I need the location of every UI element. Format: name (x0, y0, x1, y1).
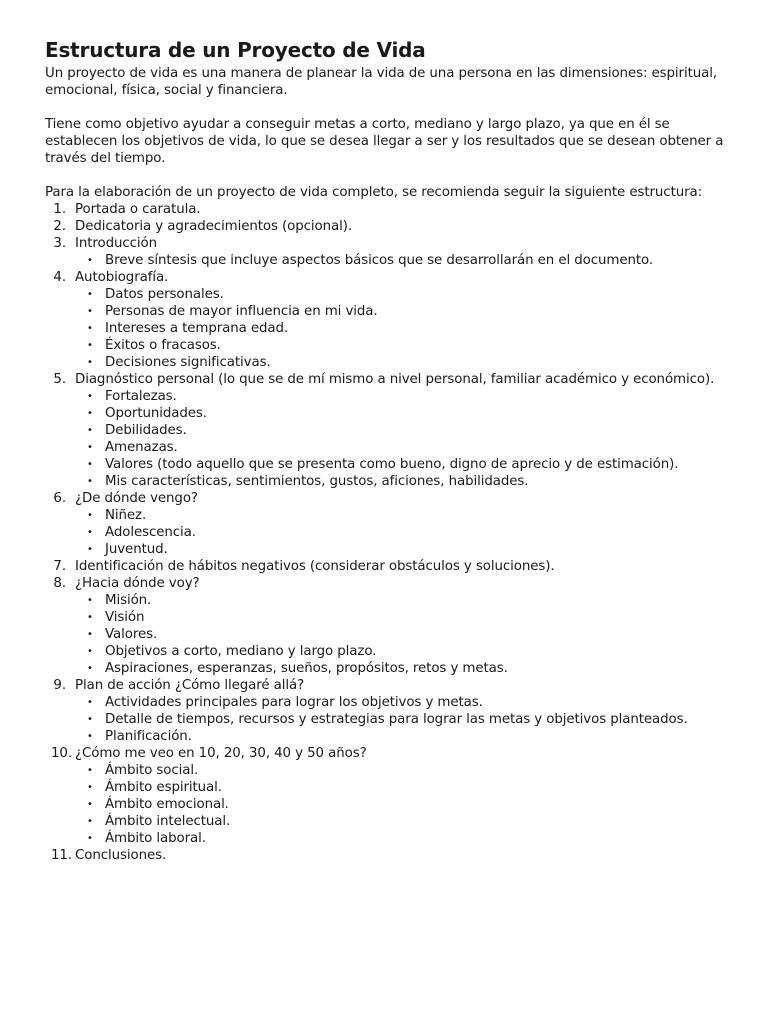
sub-list-item-text: Fortalezas. (105, 389, 177, 404)
sub-list (75, 507, 728, 558)
bullet-icon: • (87, 629, 93, 640)
list-item-text: Portada o caratula. (75, 202, 201, 217)
sub-list-item (75, 507, 728, 524)
list-item-text: ¿Cómo me veo en 10, 20, 30, 40 y 50 años? (75, 746, 367, 761)
sub-list-item (75, 609, 728, 626)
bullet-icon: • (87, 527, 93, 538)
sub-list-item (75, 728, 728, 745)
sub-list-item (75, 439, 728, 456)
bullet-icon: • (87, 782, 93, 793)
sub-list-item-text: Decisiones significativas. (105, 355, 271, 370)
sub-list-item-text: Misión. (105, 593, 152, 608)
bullet-icon: • (87, 765, 93, 776)
intro-paragraph: Un proyecto de vida es una manera de planear la vida de una persona en las dimensiones: espiritual, emocional, física, social y financiera. (45, 66, 717, 98)
bullet-icon: • (87, 408, 93, 419)
sub-list-item (75, 286, 728, 303)
list-item (45, 575, 728, 677)
list-item-number: 4. (53, 270, 66, 285)
sub-list-item-text: Niñez. (105, 508, 147, 523)
sub-list-item (75, 337, 728, 354)
sub-list-item (75, 830, 728, 847)
list-item (45, 269, 728, 371)
sub-list-item (75, 320, 728, 337)
sub-list-item (75, 354, 728, 371)
list-item (45, 201, 728, 218)
sub-list-item-text: Breve síntesis que incluye aspectos básicos que se desarrollarán en el documento. (105, 253, 654, 268)
sub-list-item-text: Objetivos a corto, mediano y largo plazo. (105, 644, 377, 659)
sub-list-item (75, 473, 728, 490)
list-item-text: Plan de acción ¿Cómo llegaré allá? (75, 678, 305, 693)
sub-list-item (75, 796, 728, 813)
bullet-icon: • (87, 612, 93, 623)
list-item-number: 11. (51, 848, 72, 863)
sub-list-item-text: Intereses a temprana edad. (105, 321, 289, 336)
bullet-icon: • (87, 255, 93, 266)
bullet-icon: • (87, 833, 93, 844)
list-item-text: Dedicatoria y agradecimientos (opcional). (75, 219, 353, 234)
list-item-text: ¿Hacia dónde voy? (75, 576, 200, 591)
sub-list-item (75, 541, 728, 558)
bullet-icon: • (87, 357, 93, 368)
sub-list (75, 592, 728, 677)
sub-list-item-text: Visión (105, 610, 145, 625)
sub-list-item (75, 405, 728, 422)
list-item-text: ¿De dónde vengo? (75, 491, 198, 506)
sub-list-item-text: Debilidades. (105, 423, 187, 438)
bullet-icon: • (87, 714, 93, 725)
bullet-icon: • (87, 544, 93, 555)
list-item-text: Introducción (75, 236, 158, 251)
sub-list-item-text: Aspiraciones, esperanzas, sueños, propósitos, retos y metas. (105, 661, 508, 676)
bullet-icon: • (87, 646, 93, 657)
list-item (45, 371, 728, 490)
sub-list-item (75, 303, 728, 320)
list-item-number: 5. (53, 372, 66, 387)
list-item-number: 2. (53, 219, 66, 234)
list-item (45, 490, 728, 558)
sub-list-item-text: Ámbito social. (105, 763, 199, 778)
sub-list-item-text: Oportunidades. (105, 406, 207, 421)
sub-list (75, 286, 728, 371)
list-item-number: 10. (51, 746, 72, 761)
list-item-text: Identificación de hábitos negativos (considerar obstáculos y soluciones). (75, 559, 555, 574)
list-item (45, 218, 728, 235)
sub-list-item-text: Amenazas. (105, 440, 178, 455)
bullet-icon: • (87, 306, 93, 317)
sub-list-item-text: Personas de mayor influencia en mi vida. (105, 304, 378, 319)
sub-list-item-text: Éxitos o fracasos. (105, 338, 221, 353)
list-item (45, 558, 728, 575)
sub-list-item (75, 643, 728, 660)
bullet-icon: • (87, 663, 93, 674)
sub-list-item (75, 813, 728, 830)
bullet-icon: • (87, 425, 93, 436)
sub-list-item-text: Mis características, sentimientos, gustos, aficiones, habilidades. (105, 474, 529, 489)
sub-list-item (75, 779, 728, 796)
bullet-icon: • (87, 697, 93, 708)
bullet-icon: • (87, 340, 93, 351)
sub-list-item-text: Ámbito intelectual. (105, 814, 231, 829)
sub-list-item (75, 422, 728, 439)
sub-list-item (75, 762, 728, 779)
list-item-text: Conclusiones. (75, 848, 167, 863)
bullet-icon: • (87, 459, 93, 470)
sub-list-item (75, 626, 728, 643)
bullet-icon: • (87, 595, 93, 606)
structure-paragraph: Para la elaboración de un proyecto de vida completo, se recomienda seguir la siguiente estructura: (45, 185, 703, 200)
sub-list (75, 252, 728, 269)
bullet-icon: • (87, 476, 93, 487)
sub-list-item (75, 456, 728, 473)
list-item-number: 7. (53, 559, 66, 574)
list-item-number: 6. (53, 491, 66, 506)
sub-list-item-text: Detalle de tiempos, recursos y estrategias para lograr las metas y objetivos planteados. (105, 712, 688, 727)
bullet-icon: • (87, 323, 93, 334)
list-item-number: 8. (53, 576, 66, 591)
list-item (45, 745, 728, 847)
sub-list-item (75, 388, 728, 405)
sub-list-item (75, 694, 728, 711)
structure-list (45, 201, 728, 864)
list-item (45, 847, 728, 864)
bullet-icon: • (87, 816, 93, 827)
list-item-text: Diagnóstico personal (lo que se de mí mismo a nivel personal, familiar académico y económico). (75, 372, 715, 387)
sub-list (75, 694, 728, 745)
bullet-icon: • (87, 442, 93, 453)
sub-list-item (75, 592, 728, 609)
bullet-icon: • (87, 731, 93, 742)
sub-list-item-text: Ámbito laboral. (105, 831, 206, 846)
sub-list (75, 388, 728, 490)
list-item-text: Autobiografía. (75, 270, 169, 285)
sub-list-item-text: Ámbito espiritual. (105, 780, 222, 795)
list-item (45, 235, 728, 269)
objective-paragraph: Tiene como objetivo ayudar a conseguir metas a corto, mediano y largo plazo, ya que en él se establecen los objetivos de vida, lo que se desea llegar a ser y los resultados que se desean obtener a través del tiempo. (45, 117, 724, 166)
list-item-number: 1. (53, 202, 66, 217)
sub-list-item-text: Planificación. (105, 729, 192, 744)
sub-list-item (75, 711, 728, 728)
sub-list-item (75, 524, 728, 541)
bullet-icon: • (87, 391, 93, 402)
sub-list-item-text: Valores. (105, 627, 158, 642)
sub-list-item (75, 660, 728, 677)
sub-list-item-text: Juventud. (105, 542, 168, 557)
list-item-number: 3. (53, 236, 66, 251)
sub-list-item-text: Actividades principales para lograr los objetivos y metas. (105, 695, 483, 710)
sub-list-item-text: Datos personales. (105, 287, 224, 302)
document-title: Estructura de un Proyecto de Vida (45, 38, 426, 62)
bullet-icon: • (87, 289, 93, 300)
sub-list-item-text: Adolescencia. (105, 525, 196, 540)
sub-list (75, 762, 728, 847)
bullet-icon: • (87, 799, 93, 810)
sub-list-item-text: Ámbito emocional. (105, 797, 229, 812)
sub-list-item-text: Valores (todo aquello que se presenta como bueno, digno de aprecio y de estimación). (105, 457, 679, 472)
list-item (45, 677, 728, 745)
sub-list-item (75, 252, 728, 269)
list-item-number: 9. (53, 678, 66, 693)
bullet-icon: • (87, 510, 93, 521)
